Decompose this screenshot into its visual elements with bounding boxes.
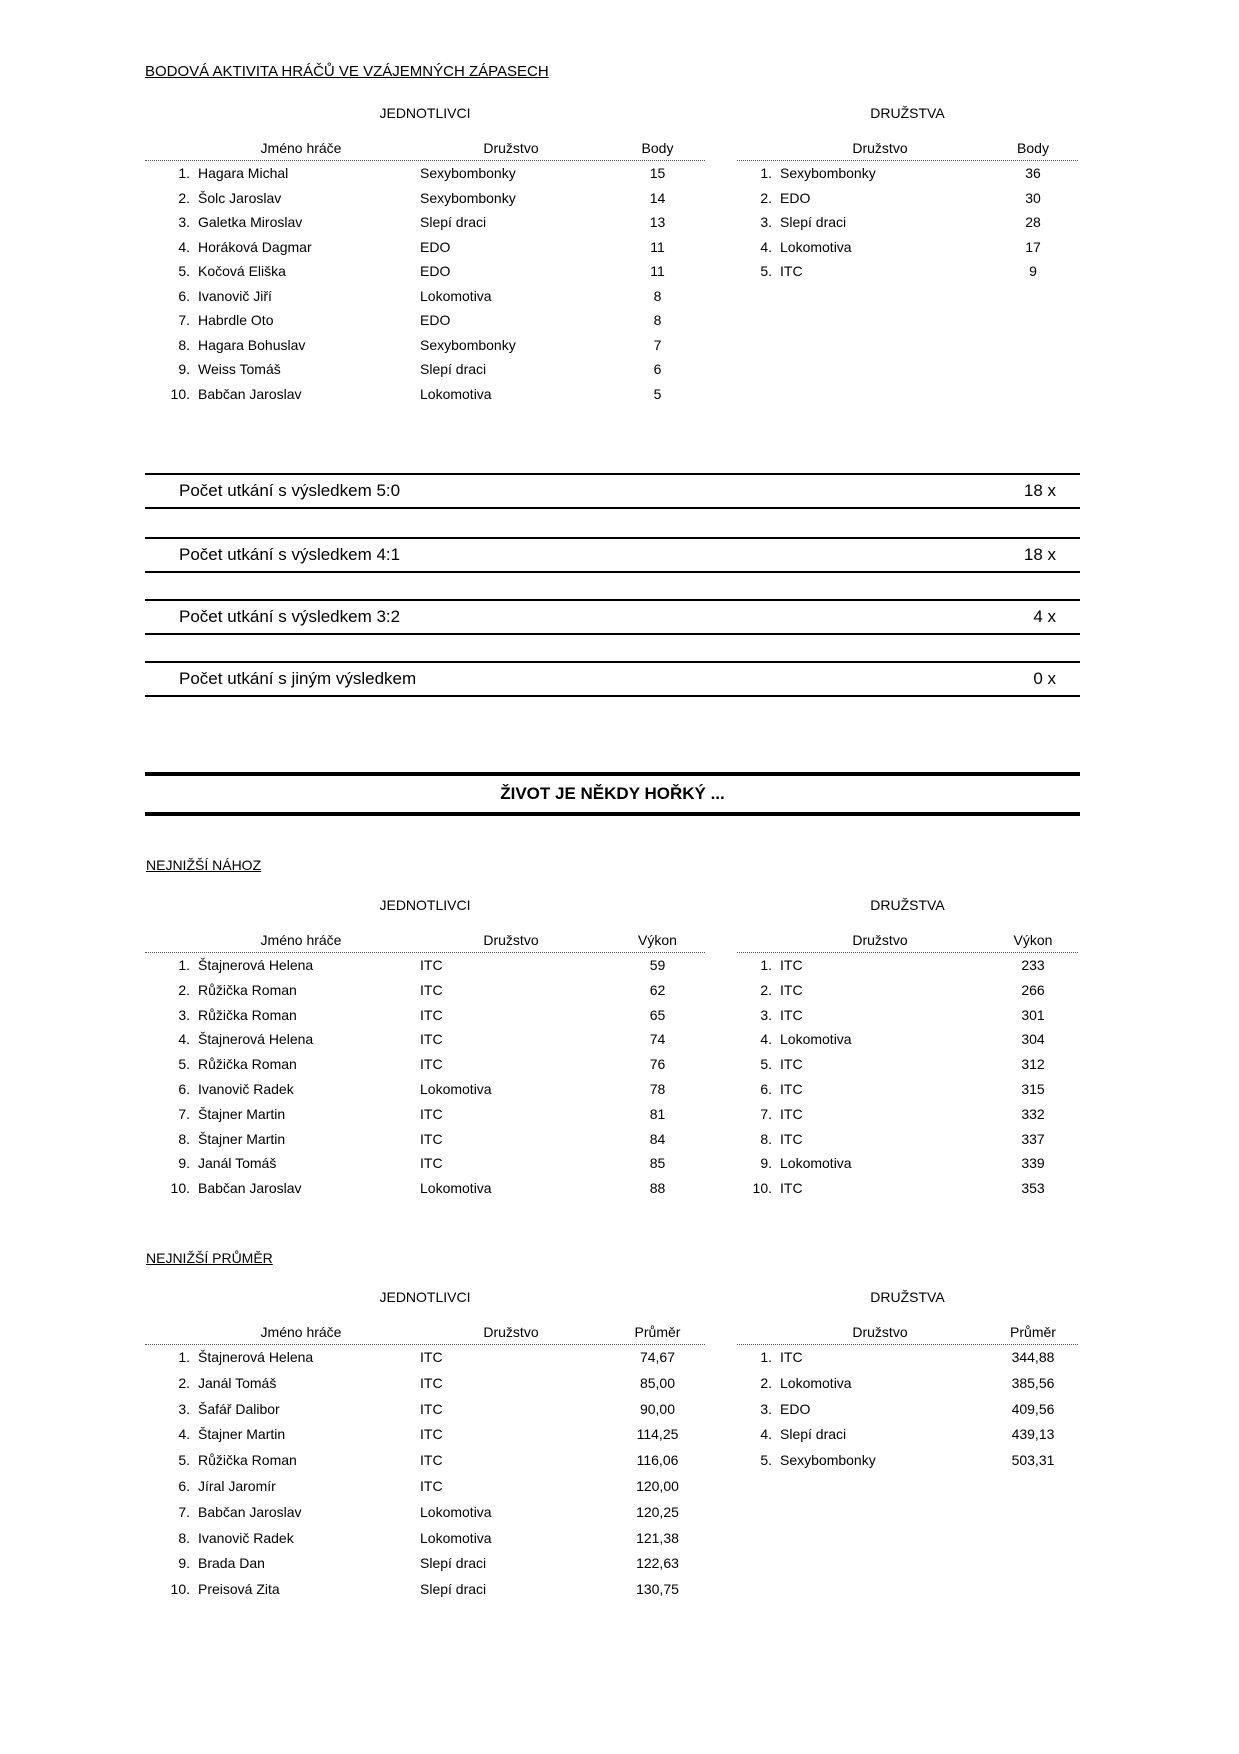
row-value: 120,00 [636, 1477, 679, 1494]
header-spacer [145, 928, 190, 952]
column-header-team: Družstvo [483, 1324, 539, 1340]
row-player-name: Štajner Martin [198, 1426, 286, 1443]
table-header-row [145, 1320, 705, 1345]
row-rank: 4. [760, 238, 772, 255]
table-row [145, 1151, 705, 1176]
row-value: 14 [649, 189, 666, 206]
row-player-name: Hagara Michal [198, 165, 289, 181]
row-rank: 9. [760, 1155, 772, 1172]
table-row [145, 186, 705, 211]
table-row [145, 1474, 705, 1500]
row-team: Slepí draci [420, 1555, 487, 1572]
row-rank: 1. [178, 165, 190, 181]
row-value: 74 [649, 1031, 666, 1048]
row-value: 114,25 [636, 1426, 679, 1443]
row-team: EDO [780, 1400, 811, 1417]
row-team: ITC [420, 1130, 443, 1147]
table-row [737, 1077, 1078, 1102]
row-rank: 3. [760, 1400, 772, 1417]
row-player-name: Jíral Jaromír [198, 1477, 276, 1494]
column-header-value: Body [641, 140, 674, 156]
row-rank: 4. [760, 1031, 772, 1048]
table-row [145, 1102, 705, 1127]
table-row [145, 1345, 705, 1371]
row-value: 17 [1025, 238, 1041, 255]
row-value: 84 [649, 1130, 666, 1147]
column-header-player: Jméno hráče [260, 932, 342, 948]
table-row [145, 284, 705, 309]
row-rank: 4. [178, 238, 190, 255]
table-row [145, 210, 705, 235]
table-caption-individuals: JEDNOTLIVCI [379, 897, 471, 913]
column-header-team: Družstvo [483, 932, 539, 948]
row-value: 76 [649, 1056, 666, 1073]
header-spacer [737, 136, 772, 160]
table-row [145, 1052, 705, 1077]
row-rank: 9. [178, 361, 190, 377]
row-player-name: Babčan Jaroslav [198, 385, 302, 402]
row-rank: 5. [760, 263, 772, 279]
table-header-row [145, 928, 705, 953]
row-value: 122,63 [636, 1555, 679, 1572]
row-team: Sexybombonky [780, 1452, 876, 1469]
table-row [737, 1397, 1078, 1423]
column-header-team: Družstvo [852, 1324, 908, 1340]
summary-value: 4 x [1033, 607, 1056, 626]
row-team: Lokomotiva [780, 1155, 852, 1172]
row-team: ITC [420, 957, 443, 973]
table-row [145, 259, 705, 284]
row-player-name: Ivanovič Radek [198, 1080, 294, 1097]
row-value: 130,75 [636, 1581, 679, 1598]
row-value: 439,13 [1011, 1426, 1055, 1443]
row-rank: 8. [760, 1130, 772, 1147]
row-team: ITC [420, 1056, 443, 1073]
summary-box-3-2 [145, 599, 1080, 635]
row-team: ITC [420, 1452, 443, 1469]
section1-individuals-table [145, 101, 705, 406]
row-rank: 1. [178, 1349, 190, 1365]
row-rank: 6. [178, 1080, 190, 1097]
row-team: ITC [420, 981, 443, 998]
row-rank: 2. [178, 981, 190, 998]
row-team: Lokomotiva [780, 238, 852, 255]
row-team: ITC [420, 1374, 443, 1391]
table-row [145, 161, 705, 186]
table-row [145, 382, 705, 407]
table-row [737, 161, 1078, 186]
row-rank: 3. [178, 1006, 190, 1023]
table-row [145, 1003, 705, 1028]
column-header-team: Družstvo [852, 140, 908, 156]
row-value: 315 [1021, 1080, 1045, 1097]
row-rank: 8. [178, 1529, 190, 1546]
table-header-row [737, 136, 1078, 161]
section2-individuals-table [145, 893, 705, 1201]
row-rank: 1. [760, 165, 772, 181]
table-row [737, 1003, 1078, 1028]
table-row [145, 357, 705, 382]
row-team: ITC [420, 1031, 443, 1048]
row-rank: 2. [760, 1374, 772, 1391]
row-team: ITC [420, 1155, 443, 1172]
row-player-name: Štajner Martin [198, 1130, 286, 1147]
row-player-name: Horáková Dagmar [198, 238, 312, 255]
summary-value: 18 x [1023, 481, 1056, 500]
row-rank: 7. [178, 312, 190, 328]
row-rank: 6. [760, 1080, 772, 1097]
row-value: 7 [653, 336, 662, 353]
row-team: EDO [420, 312, 451, 328]
header-spacer [737, 928, 772, 952]
row-rank: 5. [178, 263, 190, 279]
row-rank: 7. [178, 1503, 190, 1520]
table-header-row [737, 1320, 1078, 1345]
row-rank: 3. [178, 1400, 190, 1417]
row-value: 120,25 [636, 1503, 679, 1520]
row-value: 5 [653, 385, 662, 402]
row-rank: 5. [178, 1056, 190, 1073]
section1-teams-table [737, 101, 1078, 284]
row-value: 13 [649, 214, 666, 230]
row-player-name: Štajnerová Helena [198, 957, 314, 973]
row-team: Lokomotiva [420, 1080, 492, 1097]
row-team: ITC [420, 1400, 443, 1417]
summary-label: Počet utkání s výsledkem 4:1 [179, 545, 401, 564]
row-value: 266 [1021, 981, 1045, 998]
column-header-team: Družstvo [852, 932, 908, 948]
table-row [737, 1371, 1078, 1397]
row-player-name: Štajnerová Helena [198, 1349, 314, 1365]
row-rank: 1. [760, 957, 772, 973]
table-row [737, 1102, 1078, 1127]
row-team: Slepí draci [780, 1426, 847, 1443]
row-team: Slepí draci [420, 361, 487, 377]
row-rank: 10. [170, 1581, 190, 1598]
row-team: ITC [420, 1105, 443, 1122]
banner-title: ŽIVOT JE NĚKDY HOŘKÝ ... [145, 772, 1080, 816]
row-rank: 4. [178, 1426, 190, 1443]
table-row [737, 210, 1078, 235]
row-value: 344,88 [1011, 1349, 1055, 1365]
row-value: 11 [650, 263, 665, 279]
row-team: ITC [780, 1006, 803, 1023]
table-header-row [145, 136, 705, 161]
table-row [145, 1526, 705, 1552]
row-player-name: Růžička Roman [198, 1056, 297, 1073]
row-team: ITC [420, 1426, 443, 1443]
row-player-name: Ivanovič Radek [198, 1529, 294, 1546]
row-team: Sexybombonky [420, 189, 516, 206]
row-rank: 7. [760, 1105, 772, 1122]
section-heading-nahoz: NEJNIŽŠÍ NÁHOZ [146, 857, 262, 873]
table-body [737, 161, 1078, 284]
section-heading-prumer: NEJNIŽŠÍ PRŮMĚR [146, 1250, 273, 1266]
row-team: Slepí draci [780, 214, 847, 230]
table-row [737, 978, 1078, 1003]
table-row [145, 953, 705, 978]
row-team: ITC [780, 1080, 803, 1097]
row-team: EDO [420, 263, 451, 279]
row-team: ITC [780, 1180, 803, 1197]
column-header-value: Body [1017, 140, 1049, 156]
table-body [145, 953, 705, 1201]
summary-label: Počet utkání s výsledkem 3:2 [179, 607, 401, 626]
row-player-name: Babčan Jaroslav [198, 1503, 302, 1520]
row-team: Lokomotiva [420, 1503, 492, 1520]
row-rank: 9. [178, 1555, 190, 1572]
row-value: 30 [1025, 189, 1041, 206]
row-player-name: Šafář Dalibor [198, 1400, 280, 1417]
row-value: 301 [1021, 1006, 1045, 1023]
table-body [737, 1345, 1078, 1474]
table-row [145, 1448, 705, 1474]
table-row [145, 1500, 705, 1526]
column-header-value: Výkon [638, 932, 677, 948]
table-row [737, 1448, 1078, 1474]
row-rank: 5. [760, 1452, 772, 1469]
row-value: 78 [649, 1080, 666, 1097]
table-row [737, 1127, 1078, 1152]
row-value: 503,31 [1011, 1452, 1055, 1469]
row-team: ITC [780, 957, 803, 973]
row-value: 339 [1021, 1155, 1045, 1172]
table-row [737, 1422, 1078, 1448]
row-team: Lokomotiva [420, 1180, 492, 1197]
row-team: ITC [780, 981, 803, 998]
row-rank: 5. [760, 1056, 772, 1073]
table-row [145, 1371, 705, 1397]
row-rank: 9. [178, 1155, 190, 1172]
row-team: ITC [780, 1105, 803, 1122]
row-value: 304 [1021, 1031, 1045, 1048]
row-rank: 2. [178, 1374, 190, 1391]
table-row [737, 235, 1078, 260]
row-rank: 2. [760, 189, 772, 206]
row-rank: 6. [178, 1477, 190, 1494]
row-team: ITC [420, 1006, 443, 1023]
row-value: 28 [1025, 214, 1041, 230]
row-value: 81 [649, 1105, 666, 1122]
row-player-name: Šolc Jaroslav [198, 189, 282, 206]
row-team: Lokomotiva [420, 287, 492, 304]
table-caption-teams: DRUŽSTVA [870, 105, 945, 121]
table-row [145, 1127, 705, 1152]
row-rank: 3. [760, 214, 772, 230]
report-title: BODOVÁ AKTIVITA HRÁČŮ VE VZÁJEMNÝCH ZÁPASECH [145, 63, 549, 80]
row-value: 62 [649, 981, 666, 998]
row-team: Lokomotiva [780, 1031, 852, 1048]
table-row [145, 1176, 705, 1201]
row-rank: 5. [178, 1452, 190, 1469]
row-player-name: Štajnerová Helena [198, 1031, 314, 1048]
row-player-name: Růžička Roman [198, 981, 297, 998]
row-value: 8 [653, 312, 662, 328]
table-body [737, 953, 1078, 1201]
table-row [145, 235, 705, 260]
column-header-value: Průměr [634, 1324, 681, 1340]
row-rank: 8. [178, 1130, 190, 1147]
row-value: 121,38 [636, 1529, 679, 1546]
row-player-name: Weiss Tomáš [198, 361, 281, 377]
row-team: Slepí draci [420, 1581, 487, 1598]
row-team: ITC [780, 1130, 803, 1147]
header-spacer [145, 136, 190, 160]
table-body [145, 161, 705, 406]
summary-box-5-0 [145, 473, 1080, 509]
row-rank: 3. [760, 1006, 772, 1023]
row-value: 233 [1021, 957, 1045, 973]
section3-individuals-table [145, 1285, 705, 1603]
row-rank: 10. [170, 1180, 190, 1197]
row-rank: 10. [752, 1180, 772, 1197]
row-team: Lokomotiva [780, 1374, 852, 1391]
row-rank: 2. [760, 981, 772, 998]
column-header-team: Družstvo [483, 140, 539, 156]
row-rank: 1. [178, 957, 190, 973]
row-rank: 3. [178, 214, 190, 230]
header-spacer [737, 1320, 772, 1344]
row-value: 59 [649, 957, 666, 973]
table-row [737, 259, 1078, 284]
row-value: 90,00 [639, 1400, 676, 1417]
table-row [145, 1027, 705, 1052]
row-player-name: Růžička Roman [198, 1452, 297, 1469]
row-value: 88 [649, 1180, 666, 1197]
table-row [145, 978, 705, 1003]
summary-value: 0 x [1033, 669, 1056, 688]
table-row [737, 1176, 1078, 1201]
table-caption-individuals: JEDNOTLIVCI [379, 105, 471, 121]
row-value: 8 [653, 287, 662, 304]
row-rank: 4. [760, 1426, 772, 1443]
header-spacer [145, 1320, 190, 1344]
row-value: 15 [649, 165, 666, 181]
row-player-name: Hagara Bohuslav [198, 336, 306, 353]
table-caption-teams: DRUŽSTVA [870, 897, 945, 913]
row-team: ITC [420, 1349, 443, 1365]
row-rank: 4. [178, 1031, 190, 1048]
table-row [737, 1151, 1078, 1176]
row-team: ITC [780, 263, 803, 279]
row-value: 36 [1025, 165, 1041, 181]
summary-label: Počet utkání s výsledkem 5:0 [179, 481, 401, 500]
table-row [737, 1345, 1078, 1371]
row-value: 65 [649, 1006, 666, 1023]
section2-teams-table [737, 893, 1078, 1201]
row-rank: 2. [178, 189, 190, 206]
row-player-name: Brada Dan [198, 1555, 265, 1572]
row-value: 409,56 [1011, 1400, 1055, 1417]
table-row [145, 308, 705, 333]
row-rank: 7. [178, 1105, 190, 1122]
row-team: Sexybombonky [420, 336, 516, 353]
row-player-name: Habrdle Oto [198, 312, 274, 328]
row-player-name: Galetka Miroslav [198, 214, 303, 230]
table-row [145, 1551, 705, 1577]
row-team: EDO [420, 238, 451, 255]
summary-label: Počet utkání s jiným výsledkem [179, 669, 417, 688]
summary-box-4-1 [145, 537, 1080, 573]
table-body [145, 1345, 705, 1603]
row-player-name: Růžička Roman [198, 1006, 297, 1023]
section3-teams-table [737, 1285, 1078, 1474]
summary-value: 18 x [1023, 545, 1056, 564]
row-team: ITC [780, 1056, 803, 1073]
row-value: 85,00 [639, 1374, 676, 1391]
row-team: ITC [780, 1349, 803, 1365]
row-team: Slepí draci [420, 214, 487, 230]
row-player-name: Preisová Zita [198, 1581, 280, 1598]
row-value: 116,06 [636, 1452, 679, 1469]
table-caption-teams: DRUŽSTVA [870, 1289, 945, 1305]
row-rank: 8. [178, 336, 190, 353]
row-value: 74,67 [639, 1349, 676, 1365]
table-row [737, 1052, 1078, 1077]
table-row [145, 1397, 705, 1423]
table-row [145, 1422, 705, 1448]
row-team: ITC [420, 1477, 443, 1494]
row-value: 11 [650, 238, 665, 255]
row-value: 385,56 [1011, 1374, 1055, 1391]
row-value: 85 [649, 1155, 666, 1172]
row-rank: 1. [760, 1349, 772, 1365]
row-team: EDO [780, 189, 811, 206]
row-team: Sexybombonky [420, 165, 516, 181]
column-header-value: Výkon [1013, 932, 1053, 948]
row-player-name: Janál Tomáš [198, 1155, 277, 1172]
table-row [145, 1577, 705, 1603]
table-caption-individuals: JEDNOTLIVCI [379, 1289, 471, 1305]
table-row [737, 186, 1078, 211]
row-value: 332 [1021, 1105, 1045, 1122]
row-value: 353 [1021, 1180, 1045, 1197]
row-value: 337 [1021, 1130, 1045, 1147]
row-team: Lokomotiva [420, 1529, 492, 1546]
row-value: 6 [653, 361, 662, 377]
row-rank: 6. [178, 287, 190, 304]
table-row [145, 333, 705, 358]
column-header-player: Jméno hráče [260, 1324, 342, 1340]
row-player-name: Janál Tomáš [198, 1374, 277, 1391]
row-value: 9 [1029, 263, 1037, 279]
row-player-name: Babčan Jaroslav [198, 1180, 302, 1197]
summary-box-other [145, 661, 1080, 697]
row-team: Sexybombonky [780, 165, 876, 181]
row-player-name: Štajner Martin [198, 1105, 286, 1122]
table-header-row [737, 928, 1078, 953]
column-header-player: Jméno hráče [260, 140, 342, 156]
table-row [737, 1027, 1078, 1052]
row-player-name: Ivanovič Jiří [198, 287, 272, 304]
row-team: Lokomotiva [420, 385, 492, 402]
column-header-value: Průměr [1010, 1324, 1056, 1340]
table-row [145, 1077, 705, 1102]
row-rank: 10. [170, 385, 190, 402]
table-row [737, 953, 1078, 978]
row-player-name: Kočová Eliška [198, 263, 286, 279]
row-value: 312 [1021, 1056, 1045, 1073]
